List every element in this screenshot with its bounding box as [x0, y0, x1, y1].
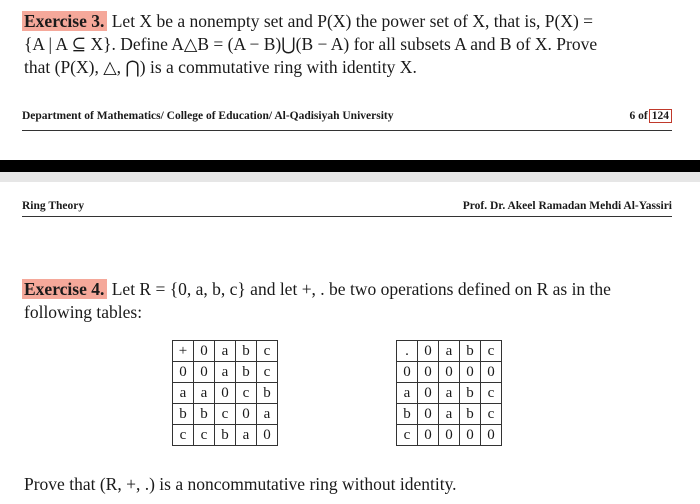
multiplication-table-cell: 0 — [481, 362, 502, 383]
exercise-4-label: Exercise 4. — [22, 279, 107, 299]
multiplication-table-cell: a — [439, 383, 460, 404]
multiplication-table-cell: c — [397, 425, 418, 446]
addition-table-cell: a — [215, 362, 236, 383]
addition-table-cell: b — [257, 383, 278, 404]
addition-table-cell: c — [236, 383, 257, 404]
multiplication-table-cell: b — [460, 341, 481, 362]
addition-table-cell: b — [194, 404, 215, 425]
page-number-total: 124 — [649, 109, 672, 123]
multiplication-table-cell: . — [397, 341, 418, 362]
multiplication-table-cell: 0 — [418, 341, 439, 362]
addition-table-cell: c — [257, 362, 278, 383]
addition-table-cell: b — [236, 341, 257, 362]
multiplication-table-row — [397, 383, 502, 404]
addition-table-cell: 0 — [257, 425, 278, 446]
page-footer — [22, 110, 674, 122]
page-gap — [0, 172, 700, 182]
addition-table-cell: b — [215, 425, 236, 446]
addition-table-cell: c — [215, 404, 236, 425]
exercise-3-line-2: {A | A ⊆ X}. Define A△B = (A − B)⋃(B − A) for all subsets A and B of X. Prove — [24, 34, 598, 54]
addition-table-cell: c — [194, 425, 215, 446]
multiplication-table-cell: c — [481, 404, 502, 425]
addition-table-row — [173, 362, 278, 383]
addition-table-cell: b — [173, 404, 194, 425]
multiplication-table-cell: 0 — [481, 425, 502, 446]
addition-table-cell: 0 — [173, 362, 194, 383]
multiplication-table-cell: a — [439, 404, 460, 425]
multiplication-table-row — [397, 341, 502, 362]
multiplication-table-cell: b — [397, 404, 418, 425]
multiplication-table-cell: 0 — [460, 425, 481, 446]
addition-table-cell: a — [194, 383, 215, 404]
page-header — [22, 200, 674, 212]
addition-table-cell: a — [257, 404, 278, 425]
multiplication-table-row — [397, 404, 502, 425]
addition-table-cell: 0 — [215, 383, 236, 404]
multiplication-table-cell: b — [460, 383, 481, 404]
header-course: Ring Theory — [22, 200, 85, 212]
exercise-4-text — [24, 278, 676, 324]
addition-table-row — [173, 425, 278, 446]
page-number-prefix: 6 of — [629, 110, 648, 122]
addition-table-cell: a — [215, 341, 236, 362]
footer-rule — [22, 130, 672, 131]
exercise-4-line-2: following tables: — [24, 302, 143, 322]
addition-table-cell: a — [173, 383, 194, 404]
footer-department: Department of Mathematics/ College of Education/ Al-Qadisiyah University — [22, 110, 394, 122]
page-divider — [0, 160, 700, 172]
addition-table-row — [173, 404, 278, 425]
addition-table-cell: 0 — [194, 362, 215, 383]
addition-table — [172, 340, 278, 446]
multiplication-table-cell: 0 — [418, 383, 439, 404]
multiplication-table-cell: 0 — [418, 362, 439, 383]
exercise-3-label: Exercise 3. — [22, 11, 107, 31]
multiplication-table-cell: 0 — [418, 404, 439, 425]
addition-table-cell: c — [173, 425, 194, 446]
addition-table-cell: + — [173, 341, 194, 362]
multiplication-table-cell: 0 — [418, 425, 439, 446]
multiplication-table-row — [397, 362, 502, 383]
multiplication-table-row — [397, 425, 502, 446]
multiplication-table-cell: c — [481, 341, 502, 362]
multiplication-table-cell: 0 — [460, 362, 481, 383]
multiplication-table-cell: 0 — [439, 362, 460, 383]
multiplication-table-cell: b — [460, 404, 481, 425]
header-author: Prof. Dr. Akeel Ramadan Mehdi Al-Yassiri — [462, 200, 672, 212]
exercise-3-line-1 — [24, 10, 676, 33]
exercise-3-line-3: that (P(X), △, ⋂) is a commutative ring with identity X. — [24, 57, 417, 77]
multiplication-table-cell: 0 — [397, 362, 418, 383]
multiplication-table-cell: c — [481, 383, 502, 404]
addition-table-cell: c — [257, 341, 278, 362]
addition-table-row — [173, 341, 278, 362]
multiplication-table-cell: a — [439, 341, 460, 362]
exercise-4-conclusion: Prove that (R, +, .) is a noncommutative ring without identity. — [24, 474, 457, 494]
page-number — [630, 110, 672, 122]
addition-table-cell: b — [236, 362, 257, 383]
multiplication-table — [396, 340, 502, 446]
exercise-4-line-1 — [24, 278, 676, 301]
addition-table-cell: 0 — [236, 404, 257, 425]
multiplication-table-cell: 0 — [439, 425, 460, 446]
addition-table-cell: a — [236, 425, 257, 446]
exercise-3-text — [24, 10, 676, 79]
exercise-3-line-1-text: Let X be a nonempty set and P(X) the power set of X, that is, P(X) = — [107, 11, 594, 31]
header-rule — [22, 216, 672, 217]
multiplication-table-cell: a — [397, 383, 418, 404]
exercise-4-line-1-text: Let R = {0, a, b, c} and let +, . be two operations defined on R as in the — [107, 279, 611, 299]
addition-table-cell: 0 — [194, 341, 215, 362]
addition-table-row — [173, 383, 278, 404]
